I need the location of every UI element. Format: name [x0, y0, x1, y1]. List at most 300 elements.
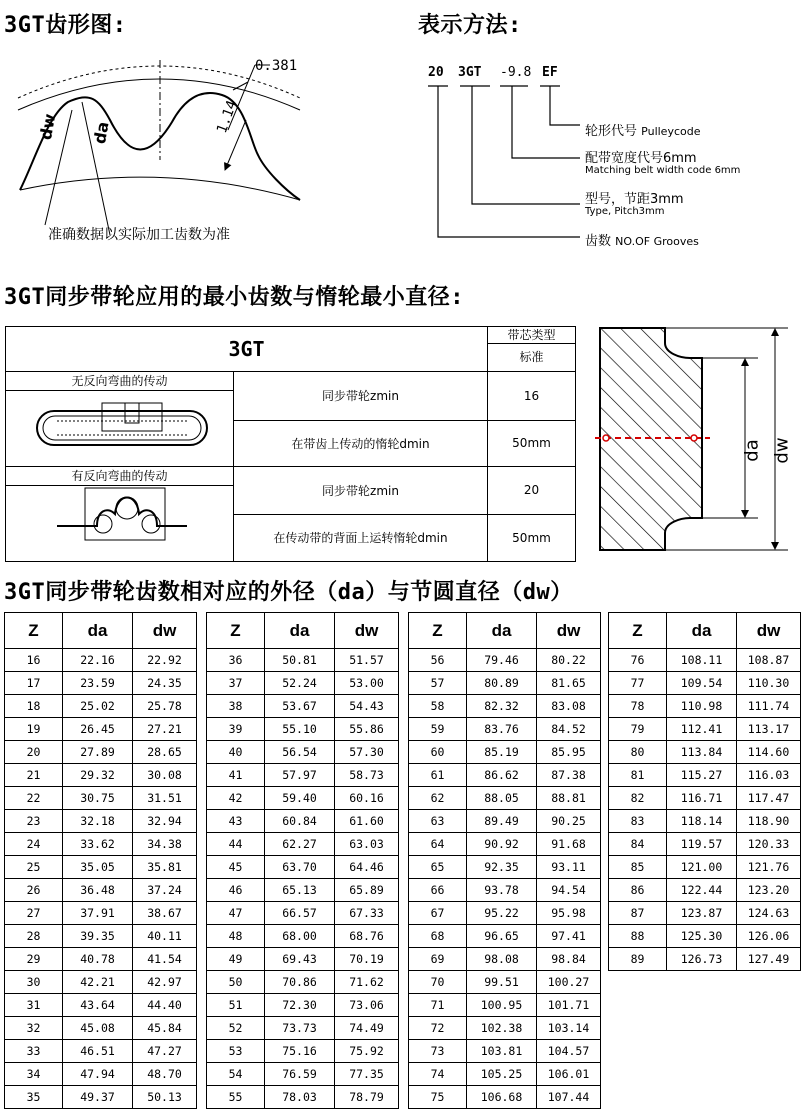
z-cell: 62 [409, 787, 467, 810]
table-row [5, 672, 197, 695]
dw-cell: 104.57 [537, 1040, 601, 1063]
z-cell: 38 [207, 695, 265, 718]
table-row [207, 649, 399, 672]
table-row [409, 672, 601, 695]
da-cell: 36.48 [63, 879, 133, 902]
dw-cell: 113.17 [737, 718, 801, 741]
table-row [207, 994, 399, 1017]
da-cell: 49.37 [63, 1086, 133, 1109]
table-row [409, 948, 601, 971]
legend-type-en: Type, Pitch3mm [585, 206, 665, 217]
z-cell: 79 [609, 718, 667, 741]
z-cell: 73 [409, 1040, 467, 1063]
dw-cell: 28.65 [133, 741, 197, 764]
no-reverse-label: 无反向弯曲的传动 [6, 372, 233, 391]
da-cell: 123.87 [667, 902, 737, 925]
da-cell: 112.41 [667, 718, 737, 741]
da-cell: 119.57 [667, 833, 737, 856]
da-cell: 90.92 [467, 833, 537, 856]
da-cell: 108.11 [667, 649, 737, 672]
da-cell: 72.30 [265, 994, 335, 1017]
dw-cell: 57.30 [335, 741, 399, 764]
z-cell: 72 [409, 1017, 467, 1040]
dw-cell: 27.21 [133, 718, 197, 741]
da-cell: 22.16 [63, 649, 133, 672]
column-header-dw: dw [133, 613, 197, 649]
dw-cell: 114.60 [737, 741, 801, 764]
z-cell: 63 [409, 810, 467, 833]
table-row [409, 902, 601, 925]
da-cell: 89.49 [467, 810, 537, 833]
row4-label: 在传动带的背面上运转惰轮dmin [234, 514, 488, 562]
column-header-z: Z [5, 613, 63, 649]
table-row [207, 1086, 399, 1109]
dw-cell: 81.65 [537, 672, 601, 695]
table-row [609, 810, 801, 833]
dw-cell: 41.54 [133, 948, 197, 971]
core-type-cell [488, 327, 576, 372]
column-header-z: Z [609, 613, 667, 649]
dw-cell: 97.41 [537, 925, 601, 948]
table-row [5, 1086, 197, 1109]
da-cell: 23.59 [63, 672, 133, 695]
dw-cell: 116.03 [737, 764, 801, 787]
dw-cell: 124.63 [737, 902, 801, 925]
notation-title: 表示方法: [418, 13, 522, 38]
da-cell: 53.67 [265, 695, 335, 718]
dw-cell: 118.90 [737, 810, 801, 833]
z-cell: 55 [207, 1086, 265, 1109]
dw-cell: 73.06 [335, 994, 399, 1017]
da-cell: 116.71 [667, 787, 737, 810]
table-header-row [609, 613, 801, 649]
no-reverse-cell [6, 372, 234, 467]
table-row [207, 741, 399, 764]
da-cell: 29.32 [63, 764, 133, 787]
table-row [609, 695, 801, 718]
da-cell: 79.46 [467, 649, 537, 672]
table-row [5, 879, 197, 902]
z-cell: 20 [5, 741, 63, 764]
dw-cell: 106.01 [537, 1063, 601, 1086]
dw-cell: 31.51 [133, 787, 197, 810]
da-cell: 88.05 [467, 787, 537, 810]
da-cell: 37.91 [63, 902, 133, 925]
z-cell: 28 [5, 925, 63, 948]
dw-cell: 91.68 [537, 833, 601, 856]
dw-cell: 34.38 [133, 833, 197, 856]
da-cell: 46.51 [63, 1040, 133, 1063]
core-type-label: 带芯类型 [488, 327, 575, 344]
dw-cell: 88.81 [537, 787, 601, 810]
da-cell: 50.81 [265, 649, 335, 672]
dw-cell: 80.22 [537, 649, 601, 672]
table-row [409, 695, 601, 718]
dw-cell: 50.13 [133, 1086, 197, 1109]
z-cell: 54 [207, 1063, 265, 1086]
z-cell: 74 [409, 1063, 467, 1086]
da-cell: 98.08 [467, 948, 537, 971]
z-cell: 51 [207, 994, 265, 1017]
pulley-section-diagram [590, 318, 800, 563]
z-cell: 43 [207, 810, 265, 833]
dw-cell: 44.40 [133, 994, 197, 1017]
row3-label: 同步带轮zmin [234, 467, 488, 515]
dw-cell: 77.35 [335, 1063, 399, 1086]
dim-0381: 0.381 [255, 58, 298, 74]
legend-type-cn: 型号，节距3mm [585, 192, 684, 207]
z-cell: 53 [207, 1040, 265, 1063]
da-cell: 118.14 [667, 810, 737, 833]
dw-cell: 111.74 [737, 695, 801, 718]
table-row [609, 902, 801, 925]
z-cell: 39 [207, 718, 265, 741]
z-cell: 37 [207, 672, 265, 695]
table-row [207, 948, 399, 971]
z-cell: 88 [609, 925, 667, 948]
da-cell: 78.03 [265, 1086, 335, 1109]
table-row [609, 741, 801, 764]
dw-cell: 110.30 [737, 672, 801, 695]
dw-cell: 61.60 [335, 810, 399, 833]
dw-cell: 25.78 [133, 695, 197, 718]
da-cell: 102.38 [467, 1017, 537, 1040]
with-reverse-cell [6, 467, 234, 562]
table-row [409, 1040, 601, 1063]
table-header-row [5, 613, 197, 649]
z-cell: 85 [609, 856, 667, 879]
code-98: -9.8 [500, 65, 532, 80]
dw-cell: 121.76 [737, 856, 801, 879]
table-row [609, 787, 801, 810]
z-cell: 69 [409, 948, 467, 971]
legend-grooves: 齿数 NO.OF Grooves [585, 234, 699, 249]
z-cell: 61 [409, 764, 467, 787]
dw-cell: 68.76 [335, 925, 399, 948]
table-row [609, 672, 801, 695]
da-cell: 32.18 [63, 810, 133, 833]
code-20: 20 [428, 65, 444, 80]
table-row [409, 764, 601, 787]
table-row [5, 810, 197, 833]
table-row [5, 718, 197, 741]
table-row [5, 1017, 197, 1040]
da-cell: 110.98 [667, 695, 737, 718]
da-cell: 42.21 [63, 971, 133, 994]
da-cell: 109.54 [667, 672, 737, 695]
dw-cell: 90.25 [537, 810, 601, 833]
table-row [207, 833, 399, 856]
z-cell: 24 [5, 833, 63, 856]
z-cell: 71 [409, 994, 467, 1017]
table-row [5, 856, 197, 879]
table-row [207, 787, 399, 810]
z-cell: 31 [5, 994, 63, 1017]
z-cell: 36 [207, 649, 265, 672]
dw-cell: 42.97 [133, 971, 197, 994]
table-row [409, 741, 601, 764]
dw-cell: 32.94 [133, 810, 197, 833]
table-row [409, 971, 601, 994]
column-header-da: da [63, 613, 133, 649]
label-da: da [90, 120, 113, 146]
dw-cell: 35.81 [133, 856, 197, 879]
table-row [409, 787, 601, 810]
table-row [5, 1040, 197, 1063]
table-row [409, 649, 601, 672]
da-cell: 30.75 [63, 787, 133, 810]
table-row [207, 879, 399, 902]
column-header-da: da [467, 613, 537, 649]
table-row [5, 764, 197, 787]
dw-cell: 24.35 [133, 672, 197, 695]
table-row [207, 902, 399, 925]
table-row [409, 856, 601, 879]
da-cell: 95.22 [467, 902, 537, 925]
z-cell: 33 [5, 1040, 63, 1063]
z-cell: 41 [207, 764, 265, 787]
standard-label: 标准 [519, 350, 544, 364]
table-row [409, 1063, 601, 1086]
z-cell: 60 [409, 741, 467, 764]
table-row [207, 1063, 399, 1086]
z-cell: 30 [5, 971, 63, 994]
table-row [609, 856, 801, 879]
table-row [5, 994, 197, 1017]
z-cell: 47 [207, 902, 265, 925]
table-row [409, 1017, 601, 1040]
table-header-row [207, 613, 399, 649]
dw-cell: 101.71 [537, 994, 601, 1017]
da-cell: 122.44 [667, 879, 737, 902]
table-row [609, 718, 801, 741]
z-cell: 19 [5, 718, 63, 741]
z-cell: 23 [5, 810, 63, 833]
table-row [207, 1040, 399, 1063]
da-cell: 25.02 [63, 695, 133, 718]
dw-cell: 85.95 [537, 741, 601, 764]
z-cell: 32 [5, 1017, 63, 1040]
da-cell: 43.64 [63, 994, 133, 1017]
z-cell: 40 [207, 741, 265, 764]
table-row [609, 948, 801, 971]
table-row [207, 810, 399, 833]
z-cell: 56 [409, 649, 467, 672]
dw-cell: 103.14 [537, 1017, 601, 1040]
z-cell: 46 [207, 879, 265, 902]
table-row [207, 764, 399, 787]
dw-cell: 38.67 [133, 902, 197, 925]
da-cell: 125.30 [667, 925, 737, 948]
dimension-table-4 [608, 612, 801, 971]
dw-cell: 55.86 [335, 718, 399, 741]
table-row [207, 1017, 399, 1040]
dw-cell: 74.49 [335, 1017, 399, 1040]
dim-114: 1.14 [214, 98, 241, 136]
row2-value: 50mm [488, 420, 576, 467]
z-cell: 67 [409, 902, 467, 925]
table-header-row [409, 613, 601, 649]
dw-cell: 108.87 [737, 649, 801, 672]
da-cell: 33.62 [63, 833, 133, 856]
z-cell: 66 [409, 879, 467, 902]
z-cell: 26 [5, 879, 63, 902]
z-cell: 81 [609, 764, 667, 787]
dim-section-title: 3GT同步带轮齿数相对应的外径（da）与节圆直径（dw） [4, 580, 573, 605]
dw-cell: 78.79 [335, 1086, 399, 1109]
notation-brackets [420, 80, 590, 245]
profile-note: 准确数据以实际加工齿数为准 [48, 227, 230, 243]
da-cell: 52.24 [265, 672, 335, 695]
column-header-da: da [265, 613, 335, 649]
legend-pulleycode: 轮形代号 Pulleycode [585, 124, 701, 139]
z-cell: 29 [5, 948, 63, 971]
table-row [5, 649, 197, 672]
z-cell: 49 [207, 948, 265, 971]
dw-cell: 71.62 [335, 971, 399, 994]
da-cell: 65.13 [265, 879, 335, 902]
table-row [5, 971, 197, 994]
dw-cell: 60.16 [335, 787, 399, 810]
legend-beltwidth-en: Matching belt width code 6mm [585, 165, 741, 176]
z-cell: 52 [207, 1017, 265, 1040]
da-cell: 100.95 [467, 994, 537, 1017]
da-cell: 80.89 [467, 672, 537, 695]
column-header-dw: dw [335, 613, 399, 649]
table-row [409, 925, 601, 948]
da-cell: 45.08 [63, 1017, 133, 1040]
dw-cell: 40.11 [133, 925, 197, 948]
table-row [609, 833, 801, 856]
z-cell: 77 [609, 672, 667, 695]
dw-cell: 100.27 [537, 971, 601, 994]
min-teeth-table [5, 326, 576, 562]
table-row [5, 741, 197, 764]
dw-cell: 54.43 [335, 695, 399, 718]
z-cell: 76 [609, 649, 667, 672]
z-cell: 86 [609, 879, 667, 902]
z-cell: 25 [5, 856, 63, 879]
dw-cell: 95.98 [537, 902, 601, 925]
table-row [5, 925, 197, 948]
da-cell: 56.54 [265, 741, 335, 764]
da-cell: 26.45 [63, 718, 133, 741]
table-row [609, 879, 801, 902]
dw-cell: 94.54 [537, 879, 601, 902]
table-row [5, 787, 197, 810]
z-cell: 82 [609, 787, 667, 810]
table-row [609, 649, 801, 672]
dw-cell: 126.06 [737, 925, 801, 948]
da-cell: 113.84 [667, 741, 737, 764]
belt-no-reverse-diagram [7, 391, 233, 463]
dw-cell: 67.33 [335, 902, 399, 925]
z-cell: 84 [609, 833, 667, 856]
column-header-z: Z [207, 613, 265, 649]
dimension-table-2 [206, 612, 399, 1109]
da-cell: 47.94 [63, 1063, 133, 1086]
table-row [409, 994, 601, 1017]
table-row [409, 1086, 601, 1109]
table-row [609, 764, 801, 787]
z-cell: 50 [207, 971, 265, 994]
da-cell: 68.00 [265, 925, 335, 948]
dw-cell: 22.92 [133, 649, 197, 672]
da-cell: 39.35 [63, 925, 133, 948]
dimension-table-1 [4, 612, 197, 1109]
table-row [207, 971, 399, 994]
dw-cell: 83.08 [537, 695, 601, 718]
z-cell: 64 [409, 833, 467, 856]
z-cell: 22 [5, 787, 63, 810]
da-cell: 63.70 [265, 856, 335, 879]
z-cell: 17 [5, 672, 63, 695]
z-cell: 34 [5, 1063, 63, 1086]
z-cell: 18 [5, 695, 63, 718]
dw-cell: 48.70 [133, 1063, 197, 1086]
da-cell: 59.40 [265, 787, 335, 810]
da-cell: 121.00 [667, 856, 737, 879]
da-cell: 85.19 [467, 741, 537, 764]
da-cell: 27.89 [63, 741, 133, 764]
profile-title: 3GT齿形图: [4, 13, 127, 38]
da-cell: 99.51 [467, 971, 537, 994]
dw-cell: 84.52 [537, 718, 601, 741]
side-label-da: da [741, 439, 763, 462]
table-row [5, 902, 197, 925]
dw-cell: 75.92 [335, 1040, 399, 1063]
da-cell: 66.57 [265, 902, 335, 925]
dw-cell: 64.46 [335, 856, 399, 879]
row4-value: 50mm [488, 514, 576, 562]
z-cell: 65 [409, 856, 467, 879]
dimension-table-3 [408, 612, 601, 1109]
z-cell: 45 [207, 856, 265, 879]
z-cell: 58 [409, 695, 467, 718]
da-cell: 76.59 [265, 1063, 335, 1086]
da-cell: 40.78 [63, 948, 133, 971]
row3-value: 20 [488, 467, 576, 515]
dw-cell: 127.49 [737, 948, 801, 971]
column-header-dw: dw [537, 613, 601, 649]
z-cell: 70 [409, 971, 467, 994]
z-cell: 68 [409, 925, 467, 948]
dw-cell: 93.11 [537, 856, 601, 879]
z-cell: 44 [207, 833, 265, 856]
label-dw: dw [36, 112, 60, 142]
dw-cell: 117.47 [737, 787, 801, 810]
z-cell: 89 [609, 948, 667, 971]
legend-beltwidth-cn: 配带宽度代号6mm [585, 151, 697, 166]
table-row [5, 948, 197, 971]
dw-cell: 65.89 [335, 879, 399, 902]
with-reverse-label: 有反向弯曲的传动 [6, 467, 233, 486]
da-cell: 115.27 [667, 764, 737, 787]
da-cell: 75.16 [265, 1040, 335, 1063]
min-section-title: 3GT同步带轮应用的最小齿数与惰轮最小直径: [4, 285, 464, 310]
da-cell: 96.65 [467, 925, 537, 948]
dw-cell: 47.27 [133, 1040, 197, 1063]
z-cell: 78 [609, 695, 667, 718]
dw-cell: 120.33 [737, 833, 801, 856]
z-cell: 21 [5, 764, 63, 787]
table-row [5, 695, 197, 718]
table-row [5, 1063, 197, 1086]
column-header-z: Z [409, 613, 467, 649]
table-row [207, 672, 399, 695]
row1-value: 16 [488, 372, 576, 421]
code-ef: EF [542, 65, 558, 80]
